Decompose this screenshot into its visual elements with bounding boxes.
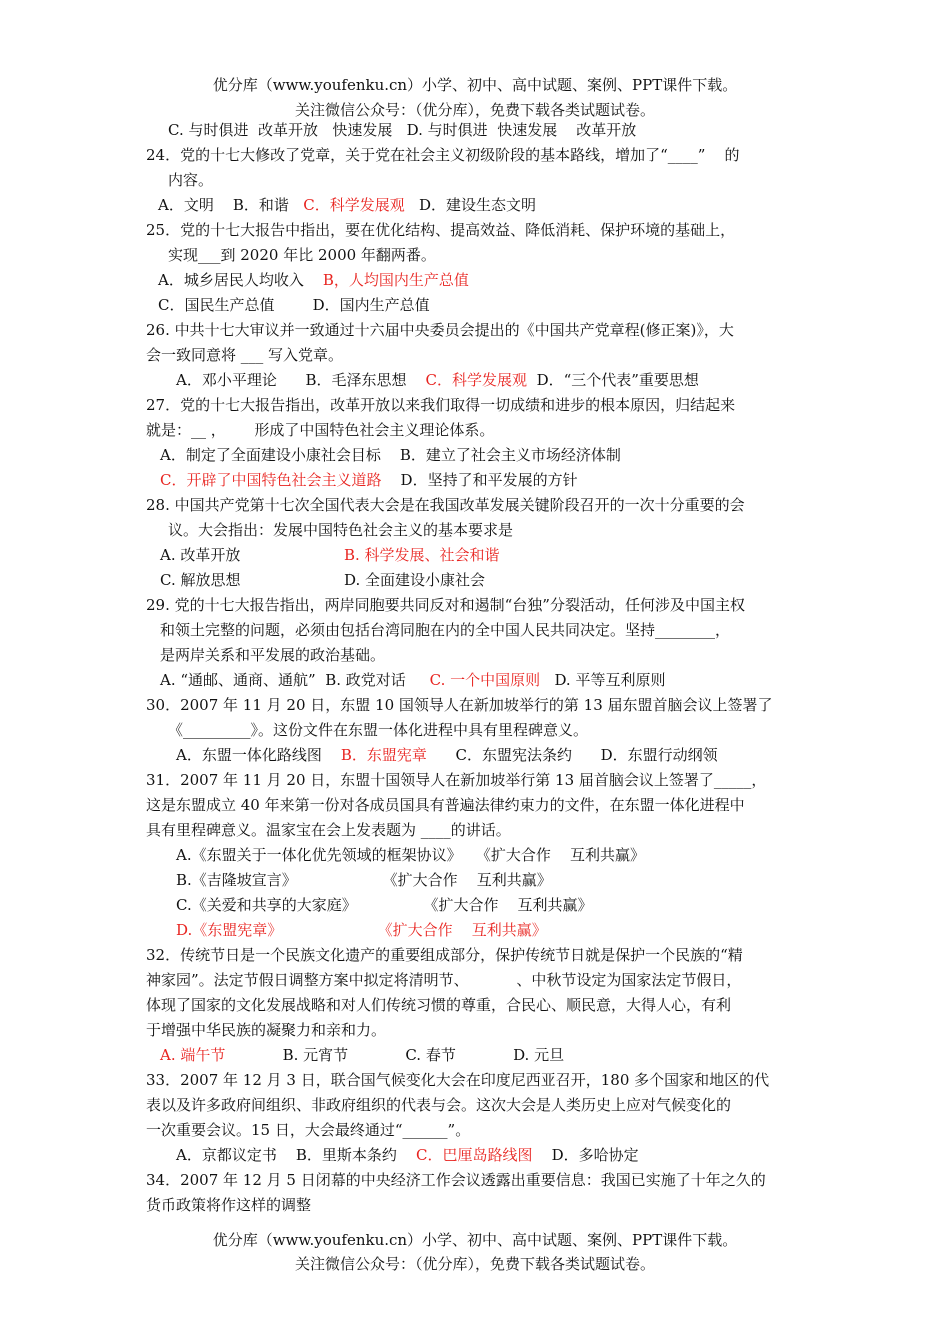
q32-answer: A. 端午节 (160, 1046, 226, 1064)
q26-answer: C．科学发展观 (425, 371, 528, 389)
q25-stem: 25．党的十七大报告中指出，要在优化结构、提高效益、降低消耗、保护环境的基础上， (146, 221, 736, 239)
q25-answer: B，人均国内生产总值 (322, 271, 469, 289)
q31-stem-cont: 这是东盟成立 40 年来第一份对各成员国具有普遍法律约束力的文件，在东盟一体化进程中 (146, 796, 745, 814)
q27-answer: C．开辟了中国特色社会主义道路 (160, 471, 382, 489)
q29-stem-cont: 和领土完整的问题，必须由包括台湾同胞在内的全中国人民共同决定。坚持________， (160, 621, 731, 639)
q24-option-ab: A．文明 B．和谐 (158, 196, 304, 214)
q29-answer: C. 一个中国原则 (429, 671, 541, 689)
q26-option-d: D．“三个代表”重要思想 (527, 371, 699, 389)
q31-answer: D.《东盟宪章》 《扩大合作 互利共赢》 (176, 921, 547, 939)
q29-stem-cont-2: 是两岸关系和平发展的政治基础。 (160, 646, 386, 664)
q30-option-cd: C．东盟宪法条约 D．东盟行动纲领 (426, 746, 718, 764)
q30-stem: 30．2007 年 11 月 20 日，东盟 10 国领导人在新加坡举行的第 13 届东盟首脑会议上签署了 (146, 696, 773, 714)
q28-option-a: A. 改革开放 (160, 546, 241, 564)
q34-stem: 34．2007 年 12 月 5 日闭幕的中央经济工作会议透露出重要信息：我国已实施了十年之久的 (146, 1171, 766, 1189)
q26-stem-cont: 会一致同意将 ___ 写入党章。 (146, 346, 344, 364)
q27-stem: 27．党的十七大报告指出，改革开放以来我们取得一切成绩和进步的根本原因，归结起来 (146, 396, 736, 414)
q24-answer: C．科学发展观 (303, 196, 405, 214)
footer-line-2: 关注微信公众号：（优分库），免费下载各类试题试卷。 (294, 1255, 655, 1273)
q32-stem-cont-2: 体现了国家的文化发展战略和对人们传统习惯的尊重，合民心、顺民意，大得人心，有利 (146, 996, 732, 1014)
q32-options (160, 1043, 564, 1067)
q31-stem-cont-2: 具有里程碑意义。温家宝在会上发表题为 ____的讲话。 (146, 821, 511, 839)
q26-option-ab: A．邓小平理论 B．毛泽东思想 (176, 371, 426, 389)
q28-option-d: D. 全面建设小康社会 (344, 571, 486, 589)
q29-stem: 29. 党的十七大报告指出，两岸同胞要共同反对和遏制“台独”分裂活动，任何涉及中国主权 (146, 596, 745, 614)
header-line-2: 关注微信公众号：（优分库），免费下载各类试题试卷。 (294, 101, 655, 119)
q33-answer: C．巴厘岛路线图 (416, 1146, 533, 1164)
q32-stem-cont: 神家园”。法定节假日调整方案中拟定将清明节、 、中秋节设定为国家法定节假日， (146, 971, 742, 989)
q28-stem: 28. 中国共产党第十七次全国代表大会是在我国改革发展关键阶段召开的一次十分重要的会 (146, 496, 745, 514)
q27-options-cd (160, 468, 578, 492)
q31-stem: 31．2007 年 11 月 20 日，东盟十国领导人在新加坡举行第 13 届首脑会议上签署了_____， (146, 771, 767, 789)
q31-option-b: B.《吉隆坡宣言》 《扩大合作 互利共赢》 (176, 871, 552, 889)
q28-answer: B. 科学发展、社会和谐 (344, 546, 500, 564)
q33-option-ab: A．京都议定书 B．里斯本条约 (176, 1146, 417, 1164)
q23-options-cd: C. 与时俱进 改革开放 快速发展 D. 与时俱进 快速发展 改革开放 (168, 121, 637, 139)
q28-stem-cont: 议。大会指出：发展中国特色社会主义的基本要求是 (168, 521, 514, 539)
q33-stem: 33．2007 年 12 月 3 日，联合国气候变化大会在印度尼西亚召开，180 多个国家和地区的代 (146, 1071, 770, 1089)
q24-option-d: D．建设生态文明 (404, 196, 537, 214)
q30-stem-cont: 《_________》。这份文件在东盟一体化进程中具有里程碑意义。 (168, 721, 589, 739)
q29-option-d: D. 平等互利原则 (540, 671, 666, 689)
q32-stem-cont-3: 于增强中华民族的凝聚力和亲和力。 (146, 1021, 387, 1039)
footer-line-1: 优分库（www.youfenku.cn）小学、初中、高中试题、案例、PPT课件下载。 (212, 1231, 738, 1249)
q30-options (176, 743, 718, 767)
q26-stem: 26. 中共十七大审议并一致通过十六届中央委员会提出的《中国共产党章程(修正案)》，大 (146, 321, 734, 339)
q24-options (158, 193, 536, 217)
q28-option-c: C. 解放思想 (160, 571, 241, 589)
q26-options (176, 368, 699, 392)
q33-options (176, 1143, 639, 1167)
q33-stem-cont-2: 一次重要会议。15 日，大会最终通过“______”。 (146, 1121, 471, 1139)
q25-options-ab (158, 268, 469, 292)
q33-option-d: D．多哈协定 (532, 1146, 639, 1164)
q31-option-c: C.《关爱和共享的大家庭》 《扩大合作 互利共赢》 (176, 896, 593, 914)
q29-option-ab: A. “通邮、通商、通航” B. 政党对话 (160, 671, 430, 689)
q25-stem-cont: 实现___到 2020 年比 2000 年翻两番。 (168, 246, 436, 264)
q32-stem: 32．传统节日是一个民族文化遗产的重要组成部分，保护传统节日就是保护一个民族的“精 (146, 946, 743, 964)
q29-options (160, 668, 665, 692)
header-line-1: 优分库（www.youfenku.cn）小学、初中、高中试题、案例、PPT课件下载。 (212, 76, 738, 94)
q24-stem-cont: 内容。 (168, 171, 214, 189)
q32-option-bcd: B. 元宵节 C. 春节 D. 元旦 (282, 1046, 565, 1064)
q34-stem-cont: 货币政策将作这样的调整 (146, 1196, 312, 1214)
q25-options-cd: C．国民生产总值 D．国内生产总值 (158, 296, 430, 314)
q27-option-d: D．坚持了和平发展的方针 (381, 471, 578, 489)
q27-options-ab: A．制定了全面建设小康社会目标 B．建立了社会主义市场经济体制 (160, 446, 621, 464)
q30-option-a: A．东盟一体化路线图 (176, 746, 341, 764)
q27-stem-cont: 就是：__ ， 形成了中国特色社会主义理论体系。 (146, 421, 495, 439)
q30-answer: B．东盟宪章 (340, 746, 427, 764)
q24-stem: 24．党的十七大修改了党章，关于党在社会主义初级阶段的基本路线，增加了“____” 的 (146, 146, 740, 164)
q33-stem-cont: 表以及许多政府间组织、非政府组织的代表与会。这次大会是人类历史上应对气候变化的 (146, 1096, 732, 1114)
q31-option-a: A.《东盟关于一体化优先领域的框架协议》 《扩大合作 互利共赢》 (176, 846, 645, 864)
q25-option-a: A．城乡居民人均收入 (158, 271, 323, 289)
